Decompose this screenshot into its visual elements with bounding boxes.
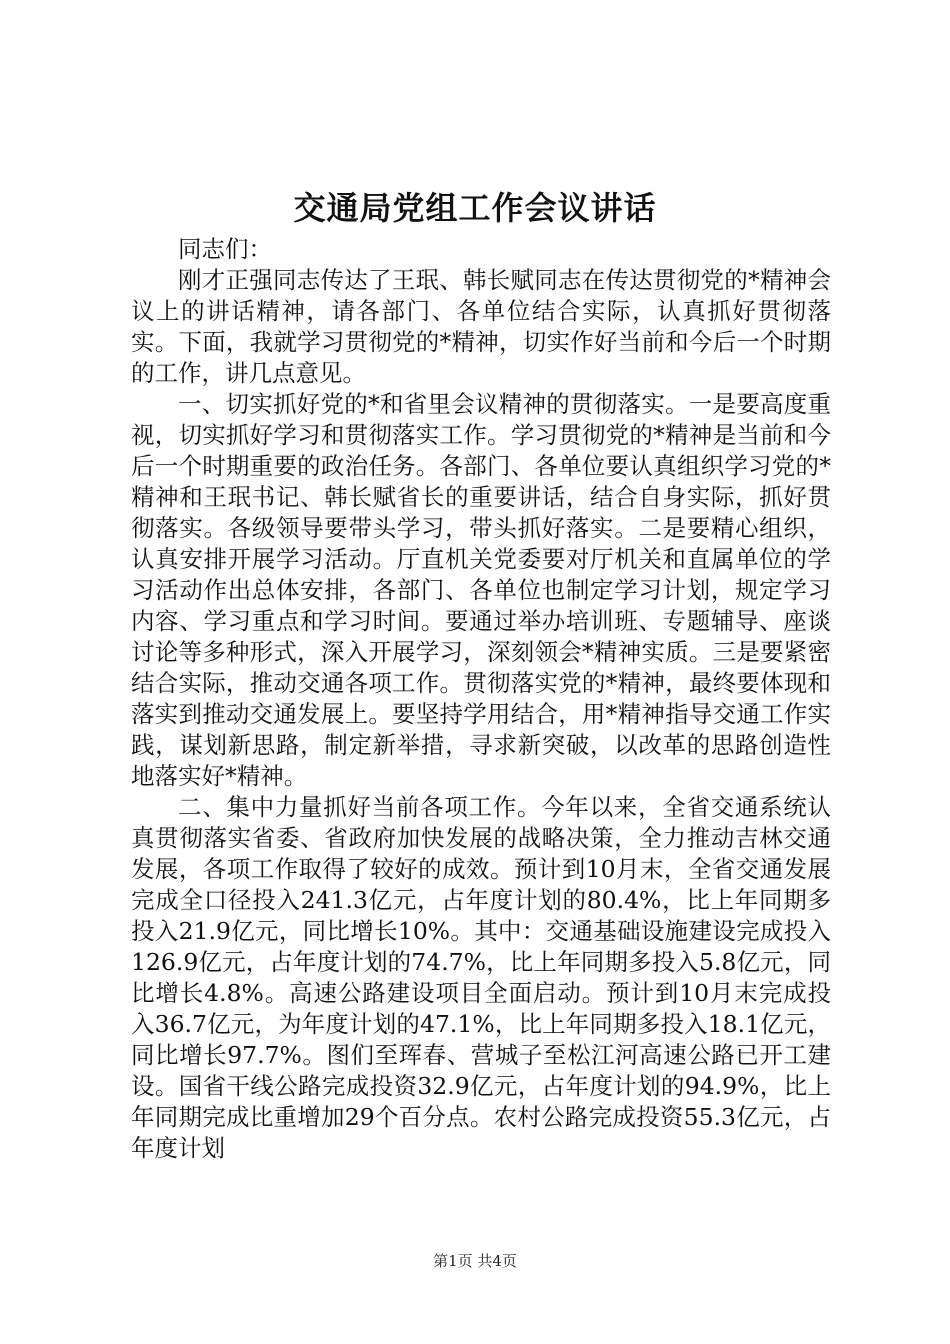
intro-paragraph: 刚才正强同志传达了王珉、韩长赋同志在传达贯彻党的*精神会议上的讲话精神，请各部门、各单位结合实际，认真抓好贯彻落实。下面，我就学习贯彻党的*精神，切实作好当前和今后一个时期的工作，讲几点意见。 (131, 266, 831, 387)
page-footer: 第1页 共4页 (433, 1252, 517, 1270)
section-one-paragraph: 一、切实抓好党的*和省里会议精神的贯彻落实。一是要高度重视，切实抓好学习和贯彻落实工作。学习贯彻党的*精神是当前和今后一个时期重要的政治任务。各部门、各单位要认真组织学习党的*精神和王珉书记、韩长赋省长的重要讲话，结合自身实际，抓好贯彻落实。各级领导要带头学习，带头抓好落实。二是要精心组织，认真安排开展学习活动。厅直机关党委要对厅机关和直属单位的学习活动作出总体安排，各部门、各单位也制定学习计划，规定学习内容、学习重点和学习时间。要通过举办培训班、专题辅导、座谈讨论等多种形式，深入开展学习，深刻领会*精神实质。三是要紧密结合实际，推动交通各项工作。贯彻落实党的*精神，最终要体现和落实到推动交通发展上。要坚持学用结合，用*精神指导交通工作实践，谋划新思路，制定新举措，寻求新突破，以改革的思路创造性地落实好*精神。 (131, 390, 831, 790)
salutation-paragraph: 同志们： (178, 235, 272, 263)
section-two-paragraph: 二、集中力量抓好当前各项工作。今年以来，全省交通系统认真贯彻落实省委、省政府加快发展的战略决策，全力推动吉林交通发展，各项工作取得了较好的成效。预计到10月末，全省交通发展完成全口径投入241.3亿元，占年度计划的80.4%，比上年同期多投入21.9亿元，同比增长10%。其中：交通基础设施建设完成投入126.9亿元，占年度计划的74.7%，比上年同期多投入5.8亿元，同比增长4.8%。高速公路建设项目全面启动。预计到10月末完成投入36.7亿元，为年度计划的47.1%，比上年同期多投入18.1亿元，同比增长97.7%。图们至珲春、营城子至松江河高速公路已开工建设。国省干线公路完成投资32.9亿元，占年度计划的94.9%，比上年同期完成比重增加29个百分点。农村公路完成投资55.3亿元，占年度计划 (131, 793, 831, 1162)
document-title: 交通局党组工作会议讲话 (293, 189, 657, 227)
document-body (131, 234, 831, 1164)
